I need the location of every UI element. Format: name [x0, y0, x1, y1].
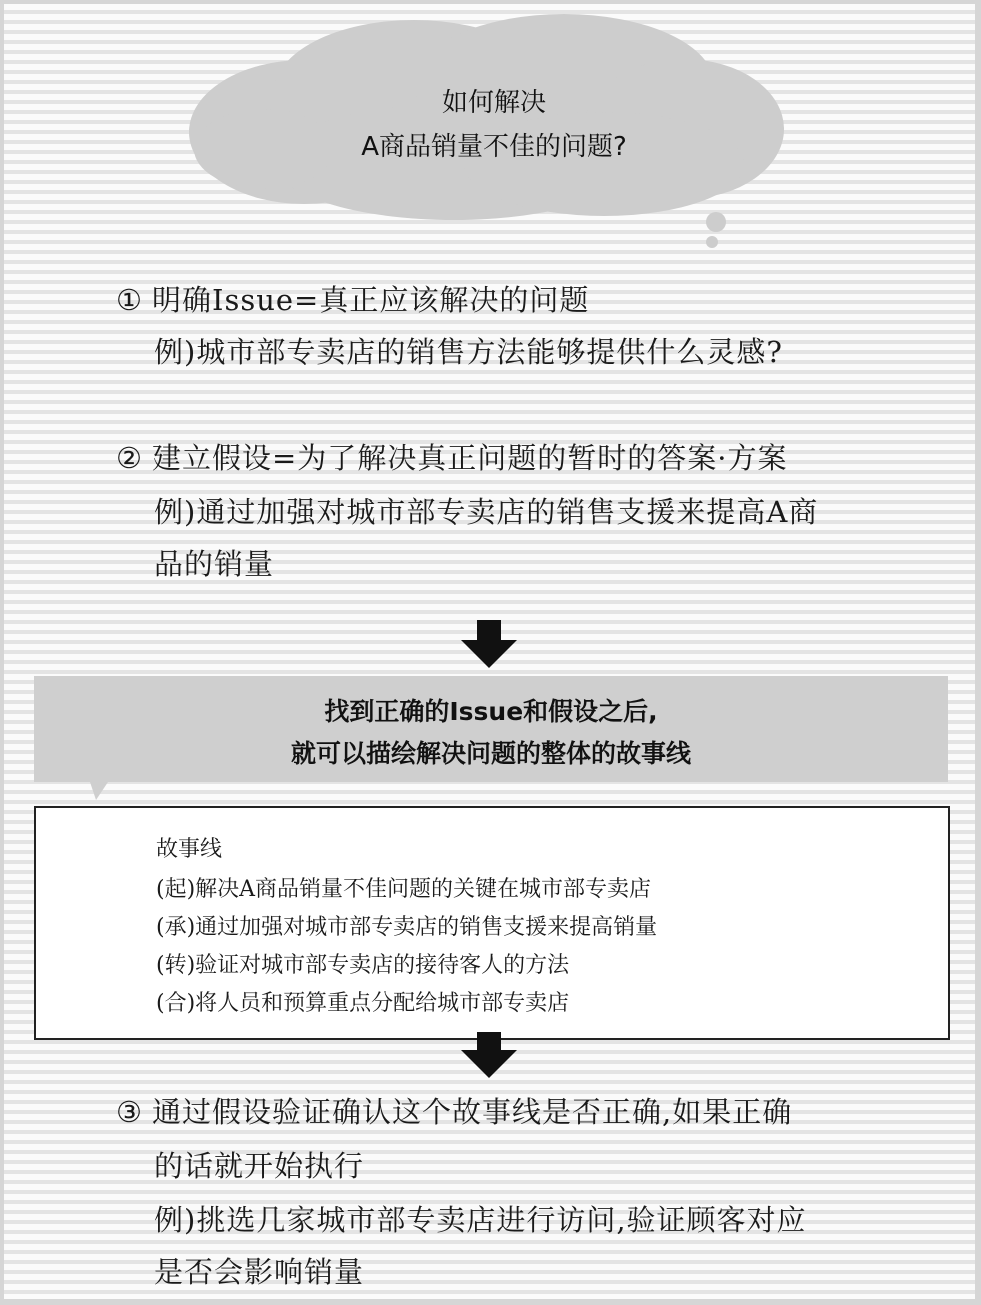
- cloud-bubble-small: [706, 236, 718, 248]
- storyline-title: 故事线: [156, 837, 223, 862]
- storyline-item-qi: (起)解决A商品销量不佳问题的关键在城市部专卖店: [156, 877, 652, 902]
- storyline-item-cheng: (承)通过加强对城市部专卖店的销售支援来提高销量: [156, 915, 658, 940]
- step1-example: 例)城市部专卖店的销售方法能够提供什么灵感?: [154, 335, 783, 369]
- step2-example-line2: 品的销量: [154, 547, 275, 581]
- step3-number: ③: [116, 1095, 143, 1129]
- step1-heading: [116, 278, 589, 319]
- step3-example-line2: 是否会影响销量: [154, 1255, 365, 1289]
- cloud-line-1: 如何解决: [441, 88, 546, 118]
- step3-heading: [116, 1090, 792, 1131]
- down-arrow-icon: [459, 620, 519, 670]
- storyline-item-zhuan: (转)验证对城市部专卖店的接待客人的方法: [156, 953, 570, 978]
- step2-heading: [116, 436, 788, 477]
- step1-title: 明确Issue=真正应该解决的问题: [152, 283, 590, 317]
- summary-banner: [34, 676, 948, 782]
- cloud-bubble-large: [706, 212, 726, 232]
- diagram-page: [4, 4, 975, 1299]
- step2-example-line1: 例)通过加强对城市部专卖店的销售支援来提高A商: [154, 495, 819, 529]
- banner-line-2: 就可以描绘解决问题的整体的故事线: [290, 739, 691, 768]
- step3-example-line1: 例)挑选几家城市部专卖店进行访问,验证顾客对应: [154, 1203, 807, 1237]
- storyline-box: [34, 806, 950, 1040]
- banner-tail: [88, 776, 118, 802]
- step3-title-line2: 的话就开始执行: [154, 1149, 365, 1183]
- banner-line-1: 找到正确的Issue和假设之后,: [324, 697, 658, 726]
- step2-title: 建立假设=为了解决真正问题的暂时的答案·方案: [152, 441, 788, 475]
- step1-number: ①: [116, 283, 143, 317]
- step3-title-line1: 通过假设验证确认这个故事线是否正确,如果正确: [152, 1095, 793, 1129]
- step2-number: ②: [116, 441, 143, 475]
- down-arrow-icon: [459, 1032, 519, 1080]
- storyline-item-he: (合)将人员和预算重点分配给城市部专卖店: [156, 991, 570, 1016]
- cloud-line-2: A商品销量不佳的问题?: [361, 132, 627, 162]
